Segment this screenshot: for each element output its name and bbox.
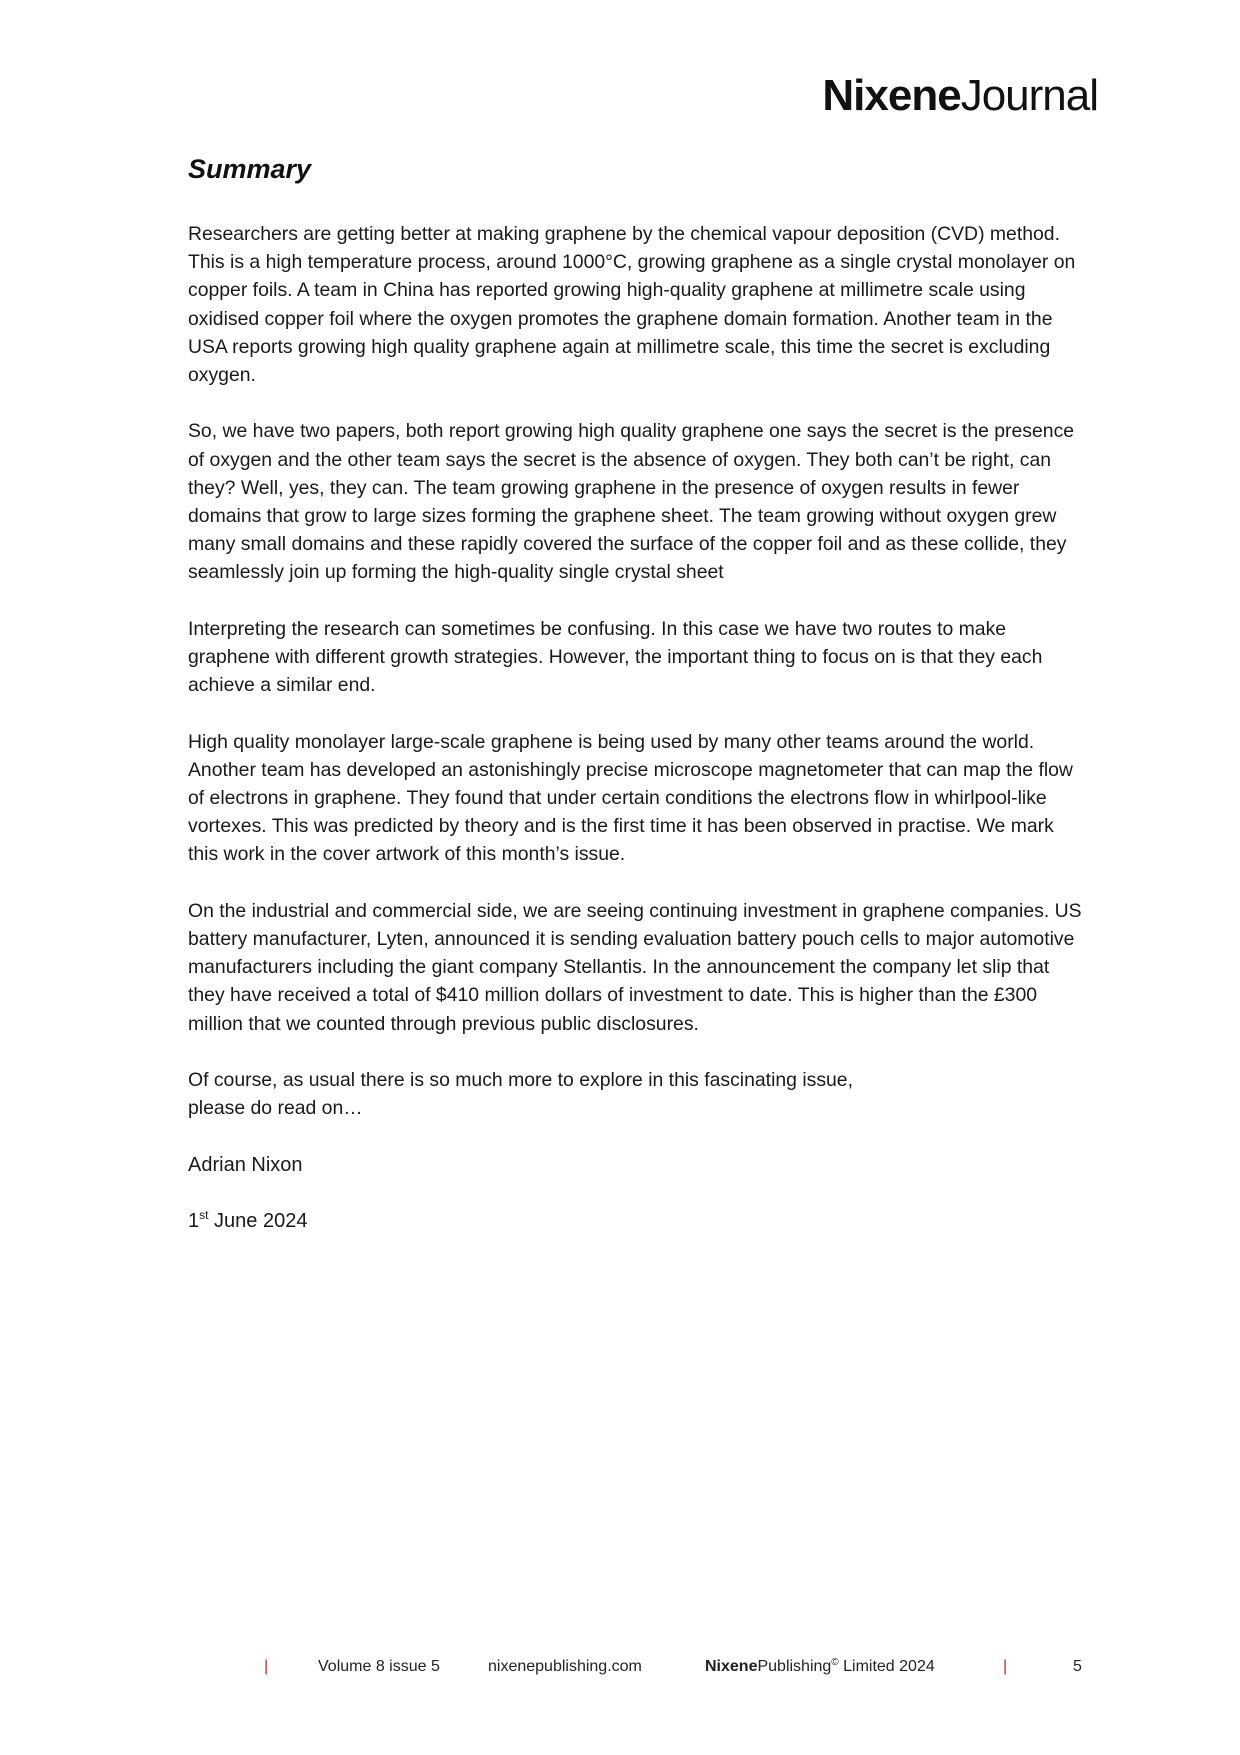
footer-copyright — [705, 1658, 935, 1676]
date-suffix: st — [199, 1208, 209, 1222]
page-number: 5 — [1073, 1658, 1082, 1675]
date-day: 1 — [188, 1210, 200, 1232]
publication-date — [188, 1207, 1088, 1235]
footer-separator-right: | — [1003, 1658, 1008, 1675]
author-signature: Adrian Nixon — [188, 1153, 303, 1176]
date-rest: June 2024 — [208, 1210, 308, 1232]
masthead-brand-bold: Nixene — [822, 71, 961, 120]
page-footer — [0, 1658, 1240, 1682]
footer-website-link[interactable]: nixenepublishing.com — [488, 1658, 642, 1675]
footer-publisher-regular: Publishing — [757, 1658, 832, 1675]
journal-masthead — [822, 71, 1098, 120]
closing-line-2: please do read on… — [188, 1097, 363, 1120]
summary-paragraph: High quality monolayer large-scale graphene is being used by many other teams around the world. Another team has developed an astonishingly precise microscope magnetometer that can map the flow of electrons in graphene. They found that under certain conditions the electrons flow in whirlpool-like vortexes. This was predicted by theory and is the first time it has been observed in practise. We mark this work in the cover artwork of this month’s issue. — [188, 730, 1073, 866]
closing-line-1: Of course, as usual there is so much more to explore in this fascinating issue, — [188, 1069, 853, 1092]
summary-paragraph: On the industrial and commercial side, we are seeing continuing investment in graphene companies. US battery manufacturer, Lyten, announced it is sending evaluation battery pouch cells to major automotive manufacturers including the giant company Stellantis. In the announcement the company let slip that they have received a total of $410 million dollars of investment to date. This is higher than the £300 million that we counted through previous public disclosures. — [188, 899, 1082, 1035]
closing-paragraph — [188, 1066, 1088, 1122]
summary-paragraph: Researchers are getting better at making graphene by the chemical vapour deposition (CVD) method. This is a high temperature process, around 1000°C, growing graphene as a single crystal monolayer on copper foils. A team in China has reported growing high-quality graphene at millimetre scale using oxidised copper foil where the oxygen promotes the graphene domain formation. Another team in the USA reports growing high quality graphene again at millimetre scale, this time the secret is excluding oxygen. — [188, 223, 1076, 387]
footer-copyright-symbol: © — [831, 1657, 839, 1668]
summary-heading: Summary — [188, 154, 312, 184]
footer-publisher-bold: Nixene — [705, 1658, 758, 1675]
footer-volume: Volume 8 issue 5 — [318, 1658, 440, 1675]
masthead-brand-regular: Journal — [960, 71, 1098, 120]
footer-publisher-tail: Limited 2024 — [838, 1658, 935, 1675]
summary-paragraph: Interpreting the research can sometimes be confusing. In this case we have two routes to make graphene with different growth strategies. However, the important thing to focus on is that they each achieve a similar end. — [188, 617, 1043, 697]
footer-separator-left: | — [264, 1658, 269, 1675]
summary-body — [188, 220, 1088, 1263]
summary-paragraph: So, we have two papers, both report growing high quality graphene one says the secret is the presence of oxygen and the other team says the secret is the absence of oxygen. They both can’t be right, can they? Well, yes, they can. The team growing graphene in the presence of oxygen results in fewer domains that grow to large sizes forming the graphene sheet. The team growing without oxygen grew many small domains and these rapidly covered the surface of the copper foil and as these collide, they seamlessly join up forming the high-quality single crystal sheet — [188, 420, 1075, 584]
